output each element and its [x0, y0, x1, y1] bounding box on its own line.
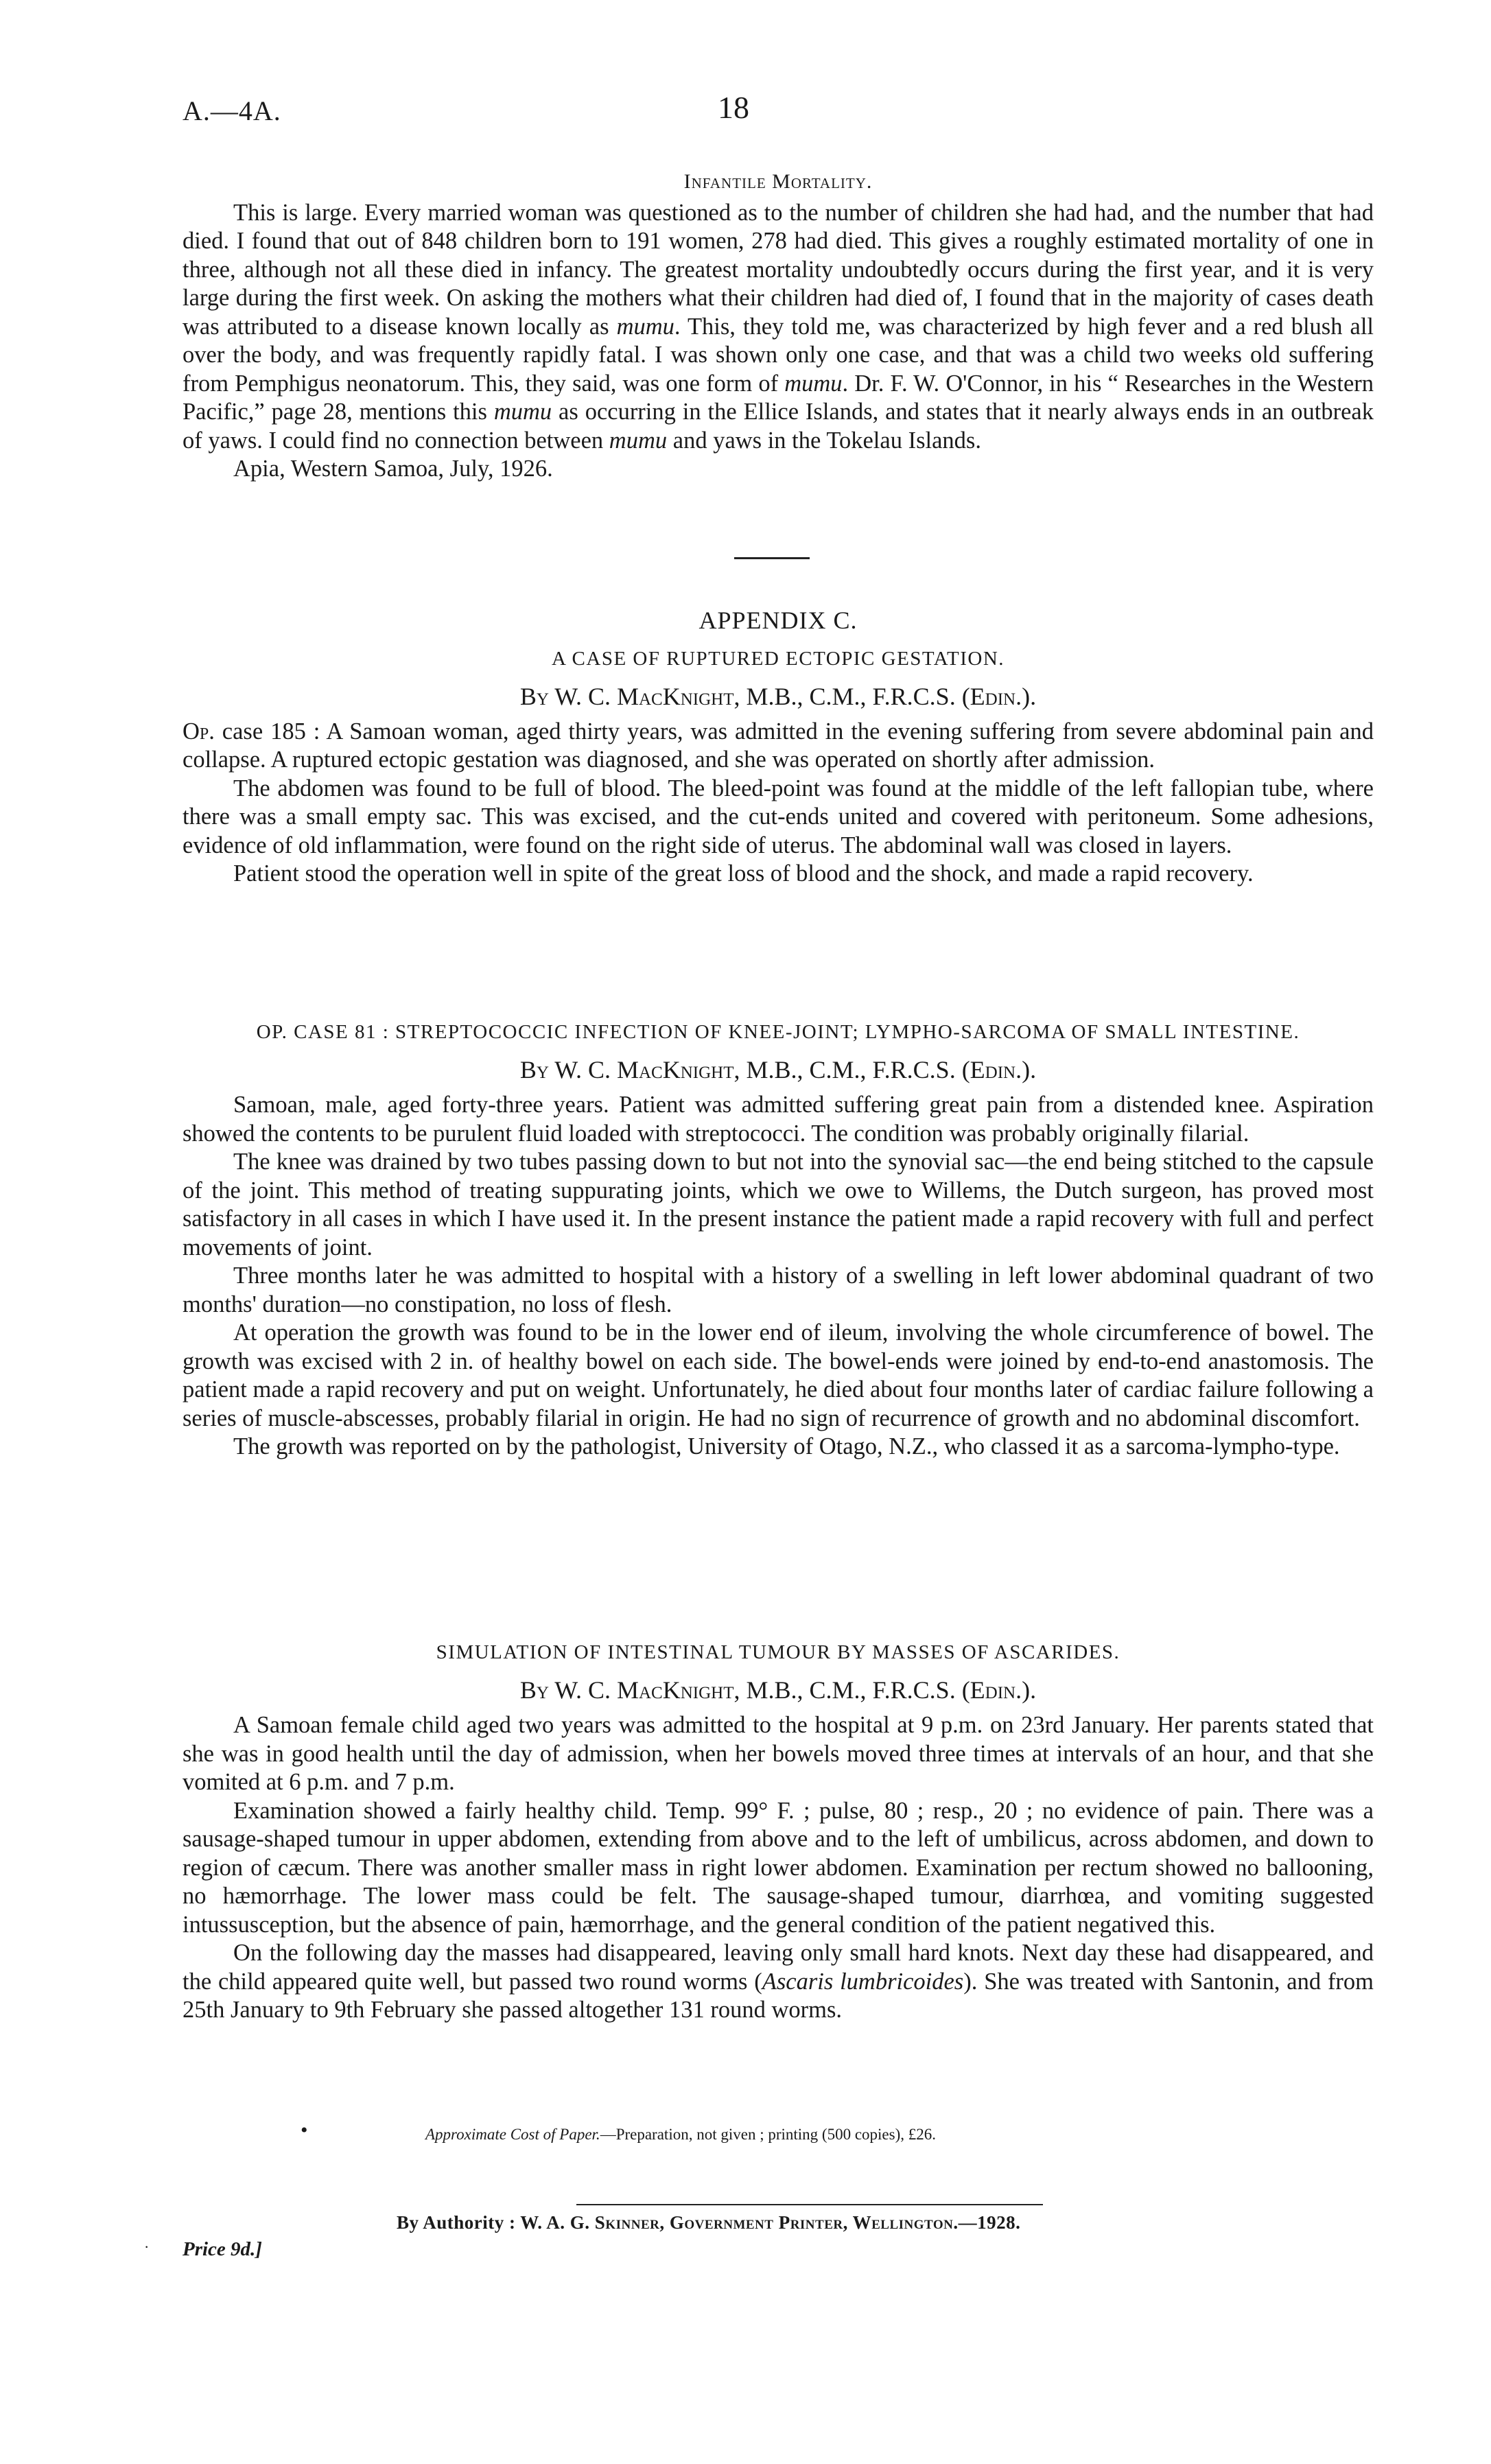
- infantile-text-2: . This, they told me, was characterized by high fever and a red blush all over the body, and was frequently rapidly fatal. I was shown only one case, and that was a child two weeks old suffering from Pemphigus neonatorum. This, they said, was one form of: [183, 313, 1374, 397]
- dot-mark: ·: [144, 2238, 150, 2255]
- infantile-text-5: and yaws in the Tokelau Islands.: [667, 427, 981, 454]
- infantile-mortality-section: [183, 167, 1374, 484]
- infantile-paragraph: [183, 199, 1374, 456]
- case1-paragraph-2: The abdomen was found to be full of blood. The bleed-point was found at the middle of the left fallopian tube, where there was a small empty sac. This was excised, and the cut-ends united and covered with peritoneum. Some adhesions, evidence of old inflammation, were found on the right side of uterus. The abdominal wall was closed in layers.: [183, 775, 1374, 858]
- infantile-text-1: This is large. Every married woman was questioned as to the number of children she had had, and the number that had died. I found that out of 848 children born to 191 women, 278 had died. This gives a roughly estimated mortality of one in three, although not all these died in infancy. The greatest mortality undoubtedly occurs during the first year, and it is very large during the first week. On asking the mothers what their children had died of, I found that in the majority of cases death was attributed to a disease known locally as: [183, 199, 1374, 340]
- cost-text: —Preparation, not given ; printing (500 copies), £26.: [600, 2126, 936, 2143]
- authority-label: By Authority :: [397, 2212, 516, 2233]
- case1-paragraph-3: Patient stood the operation well in spite of the great loss of blood and the shock, and made a rapid recovery.: [233, 860, 1254, 887]
- price-line: Price 9d.]: [183, 2238, 262, 2260]
- ascaris-term: Ascaris lumbricoides: [762, 1968, 964, 1995]
- case2-section: [183, 1018, 1374, 1462]
- case3-paragraph-3: [183, 1939, 1374, 2025]
- section-divider: [734, 557, 810, 559]
- bullet-mark: •: [301, 2119, 308, 2142]
- appendix-c-section: [183, 607, 1374, 889]
- case2-title: OP. CASE 81 : STREPTOCOCCIC INFECTION OF KNEE-JOINT; LYMPHO-SARCOMA OF SMALL INTESTINE.: [256, 1021, 1300, 1043]
- case2-paragraph-5: The growth was reported on by the pathologist, University of Otago, N.Z., who classed it as a sarcoma-lympho-type.: [233, 1433, 1340, 1459]
- case3-text-a: On the following day the masses had disappeared, leaving only small hard knots. Next day these had disappeared, and the child appeared quite well, but passed two round worms (: [183, 1940, 1374, 1995]
- case3-text-b: ). She was treated with Santonin, and from 25th January to 9th February she passed altogether 131 round worms.: [183, 1968, 1374, 2023]
- case1-paragraph-1: [183, 718, 1374, 775]
- infantile-text-4: as occurring in the Ellice Islands, and states that it nearly always ends in an outbreak of yaws. I could find no connection between: [183, 399, 1374, 454]
- case3-paragraph-2: Examination showed a fairly healthy child. Temp. 99° F. ; pulse, 80 ; resp., 20 ; no evidence of pain. There was a sausage-shaped tumour in upper abdomen, extending from above and to the left of umbilicus, across abdomen, and down to region of cæcum. There was another smaller mass in right lower abdomen. Examination per rectum showed no ballooning, no hæmorrhage. The lower mass could be felt. The sausage-shaped tumour, diarrhœa, and vomiting suggested intussusception, but the absence of pain, hæmorrhage, and the general condition of the patient negatived this.: [183, 1797, 1374, 1938]
- case1-byline: By W. C. MacKnight, M.B., C.M., F.R.C.S. (Edin.).: [519, 682, 1037, 710]
- footer-rule: [576, 2204, 1043, 2205]
- case3-section: [183, 1639, 1374, 2025]
- authority-text: W. A. G. Skinner, Government Printer, Wellington.—1928.: [515, 2212, 1021, 2233]
- mumu-term-4: mumu: [609, 427, 668, 454]
- case1-text-1: case 185 : A Samoan woman, aged thirty years, was admitted in the evening suffering from severe abdominal pain and collapse. A ruptured ectopic gestation was diagnosed, and she was operated on shortly after admission.: [183, 718, 1374, 773]
- signoff-line: Apia, Western Samoa, July, 1926.: [233, 456, 553, 482]
- infantile-mortality-heading: Infantile Mortality.: [683, 170, 873, 193]
- mumu-term-1: mumu: [616, 313, 674, 340]
- case2-paragraph-2: The knee was drained by two tubes passing down to but not into the synovial sac—the end being stitched to the capsule of the joint. This method of treating suppurating joints, which we owe to Willems, the Dutch surgeon, has proved most satisfactory in all cases in which I have used it. In the present instance the patient made a rapid recovery with full and perfect movements of joint.: [183, 1149, 1374, 1260]
- case1-title: A CASE OF RUPTURED ECTOPIC GESTATION.: [551, 647, 1005, 670]
- page-number: 18: [718, 90, 749, 125]
- cost-note: [425, 2126, 936, 2144]
- case2-paragraph-4: At operation the growth was found to be in the lower end of ileum, involving the whole circumference of bowel. The growth was excised with 2 in. of healthy bowel on each side. The bowel-ends were joined by end-to-end anastomosis. The patient made a rapid recovery and put on weight. Unfortunately, he died about four months later of cardiac failure following a series of muscle-abscesses, probably filarial in origin. He had no sign of recurrence of growth and no abdominal discomfort.: [183, 1319, 1374, 1431]
- case2-paragraph-3: Three months later he was admitted to hospital with a history of a swelling in left lower abdominal quadrant of two months' duration—no constipation, no loss of flesh.: [183, 1263, 1374, 1317]
- mumu-term-3: mumu: [493, 399, 552, 425]
- appendix-title: APPENDIX C.: [698, 607, 858, 634]
- case3-byline: By W. C. MacKnight, M.B., C.M., F.R.C.S. (Edin.).: [519, 1676, 1037, 1704]
- cost-label: Approximate Cost of Paper.: [425, 2126, 600, 2143]
- case3-title: SIMULATION OF INTESTINAL TUMOUR BY MASSES OF ASCARIDES.: [436, 1641, 1120, 1663]
- case3-paragraph-1: A Samoan female child aged two years was admitted to the hospital at 9 p.m. on 23rd January. Her parents stated that she was in good health until the day of admission, when her bowels moved three times at intervals of an hour, and that she vomited at 6 p.m. and 7 p.m.: [183, 1712, 1374, 1795]
- op-label: Op.: [183, 718, 215, 744]
- authority-line: [397, 2212, 1020, 2233]
- page-reference: A.—4A.: [183, 95, 281, 126]
- mumu-term-2: mumu: [784, 370, 843, 397]
- case2-paragraph-1: Samoan, male, aged forty-three years. Patient was admitted suffering great pain from a distended knee. Aspiration showed the contents to be purulent fluid loaded with streptococci. The condition was probably originally filarial.: [183, 1092, 1374, 1147]
- case2-byline: By W. C. MacKnight, M.B., C.M., F.R.C.S. (Edin.).: [519, 1056, 1037, 1083]
- infantile-text-3: . Dr. F. W. O'Connor, in his “ Researches in the Western Pacific,” page 28, mentions this: [183, 370, 1374, 425]
